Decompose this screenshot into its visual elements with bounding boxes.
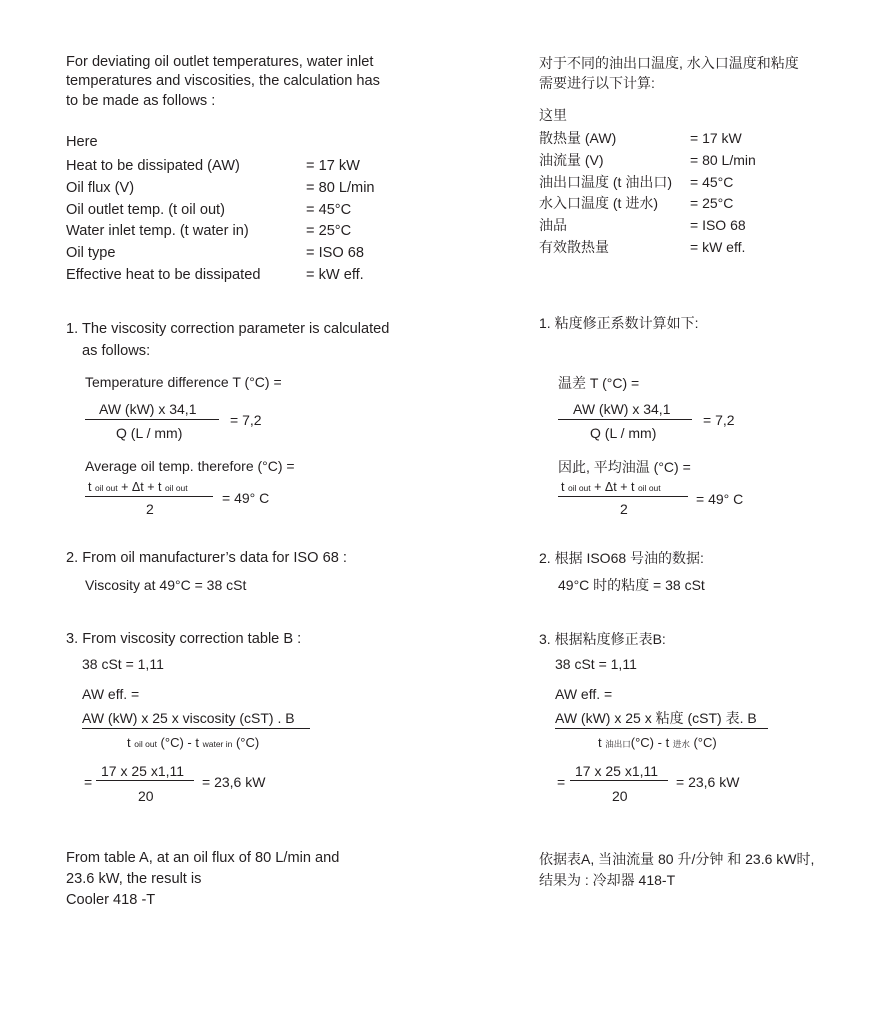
formula-result: = 23,6 kW xyxy=(202,774,266,790)
formula-denominator: Q (L / mm) xyxy=(590,425,657,441)
aw-eff-label: AW eff. = xyxy=(555,686,613,702)
formula-numerator: AW (kW) x 25 x 粘度 (cST) 表. B xyxy=(555,710,757,726)
formula-denominator: 2 xyxy=(146,501,154,517)
result-line: 结果为 : 冷却器 418-T xyxy=(539,872,676,888)
param-value: = ISO 68 xyxy=(690,217,746,233)
fraction-bar xyxy=(558,419,692,420)
param-value: = 45°C xyxy=(690,174,734,190)
formula-denominator: t 油出口(°C) - t 进水 (°C) xyxy=(598,735,717,750)
param-label: 有效散热量 xyxy=(539,239,609,255)
formula-denominator: t oil out (°C) - t water in (°C) xyxy=(127,735,260,750)
param-label: Water inlet temp. (t water in) xyxy=(66,223,249,239)
step2-title: 2. From oil manufacturer’s data for ISO 68 : xyxy=(66,550,347,566)
aw-eff-label: AW eff. = xyxy=(82,686,140,702)
formula-numerator: AW (kW) x 25 x viscosity (cST) . B xyxy=(82,710,295,726)
formula-result: = 7,2 xyxy=(230,412,262,428)
param-value: = 17 kW xyxy=(306,158,360,174)
formula-result: = 23,6 kW xyxy=(676,774,740,790)
formula-numerator: 17 x 25 x1,11 xyxy=(101,763,185,779)
param-label: 散热量 (AW) xyxy=(539,130,617,146)
param-value: = kW eff. xyxy=(690,239,746,255)
param-value: = 45°C xyxy=(306,202,352,218)
param-value: = 25°C xyxy=(690,195,734,211)
param-label: Oil flux (V) xyxy=(66,180,135,196)
param-label: Heat to be dissipated (AW) xyxy=(66,158,240,174)
step1-title: 1. 粘度修正系数计算如下: xyxy=(539,315,699,331)
param-label: Oil type xyxy=(66,245,116,261)
equals-sign: = xyxy=(84,774,93,790)
avg-temp-label: 因此, 平均油温 (°C) = xyxy=(558,459,691,475)
fraction-bar xyxy=(555,728,768,729)
avg-temp-label: Average oil temp. therefore (°C) = xyxy=(85,458,295,474)
step3-title: 3. From viscosity correction table B : xyxy=(66,631,302,647)
param-value: = kW eff. xyxy=(306,267,364,283)
param-value: = 80 L/min xyxy=(306,180,375,196)
fraction-bar xyxy=(85,496,213,497)
result-line: From table A, at an oil flux of 80 L/min and xyxy=(66,850,340,866)
result-line: Cooler 418 -T xyxy=(66,892,156,908)
param-value: = 17 kW xyxy=(690,130,742,146)
viscosity-line: 49°C 时的粘度 = 38 cSt xyxy=(558,577,705,593)
formula-result: = 49° C xyxy=(222,490,270,506)
formula-numerator: AW (kW) x 34,1 xyxy=(99,401,197,417)
here-label: 这里 xyxy=(539,107,567,123)
fraction-bar xyxy=(570,780,668,781)
correction-value: 38 cSt = 1,11 xyxy=(82,656,164,672)
formula-numerator: 17 x 25 x1,11 xyxy=(575,763,659,779)
step1-title: 1. The viscosity correction parameter is calculated xyxy=(66,321,390,337)
formula-numerator: AW (kW) x 34,1 xyxy=(573,401,671,417)
formula-result: = 7,2 xyxy=(703,412,735,428)
step2-title: 2. 根据 ISO68 号油的数据: xyxy=(539,550,704,566)
intro-line: 需要进行以下计算: xyxy=(539,75,655,91)
param-value: = 25°C xyxy=(306,223,352,239)
viscosity-line: Viscosity at 49°C = 38 cSt xyxy=(85,577,247,593)
intro-line: to be made as follows : xyxy=(66,93,216,109)
param-label: 水入口温度 (t 进水) xyxy=(539,195,658,211)
param-label: Effective heat to be dissipated xyxy=(66,267,261,283)
equals-sign: = xyxy=(557,774,566,790)
fraction-bar xyxy=(558,496,688,497)
formula-denominator: 2 xyxy=(620,501,628,517)
param-label: 油流量 (V) xyxy=(539,152,604,168)
here-label: Here xyxy=(66,134,98,150)
formula-denominator: Q (L / mm) xyxy=(116,425,183,441)
formula-numerator: t oil out + Δt + t oil out xyxy=(88,480,188,494)
fraction-bar xyxy=(85,419,219,420)
formula-denominator: 20 xyxy=(612,788,628,804)
intro-line: temperatures and viscosities, the calculation has xyxy=(66,73,380,89)
fraction-bar xyxy=(82,728,310,729)
param-label: 油品 xyxy=(539,217,567,233)
formula-numerator: t oil out + Δt + t oil out xyxy=(561,480,661,494)
formula-result: = 49° C xyxy=(696,491,744,507)
correction-value: 38 cSt = 1,11 xyxy=(555,656,637,672)
temp-diff-label: 温差 T (°C) = xyxy=(558,375,640,391)
step1-title: as follows: xyxy=(82,343,151,359)
result-line: 依据表A, 当油流量 80 升/分钟 和 23.6 kW时, xyxy=(539,851,815,867)
formula-denominator: 20 xyxy=(138,788,154,804)
param-value: = ISO 68 xyxy=(306,245,365,261)
param-label: 油出口温度 (t 油出口) xyxy=(539,174,672,190)
param-label: Oil outlet temp. (t oil out) xyxy=(66,202,225,218)
param-value: = 80 L/min xyxy=(690,152,756,168)
intro-line: 对于不同的油出口温度, 水入口温度和粘度 xyxy=(539,55,799,71)
temp-diff-label: Temperature difference T (°C) = xyxy=(85,374,282,390)
step3-title: 3. 根据粘度修正表B: xyxy=(539,631,666,647)
fraction-bar xyxy=(96,780,194,781)
intro-line: For deviating oil outlet temperatures, water inlet xyxy=(66,54,374,70)
result-line: 23.6 kW, the result is xyxy=(66,871,202,887)
